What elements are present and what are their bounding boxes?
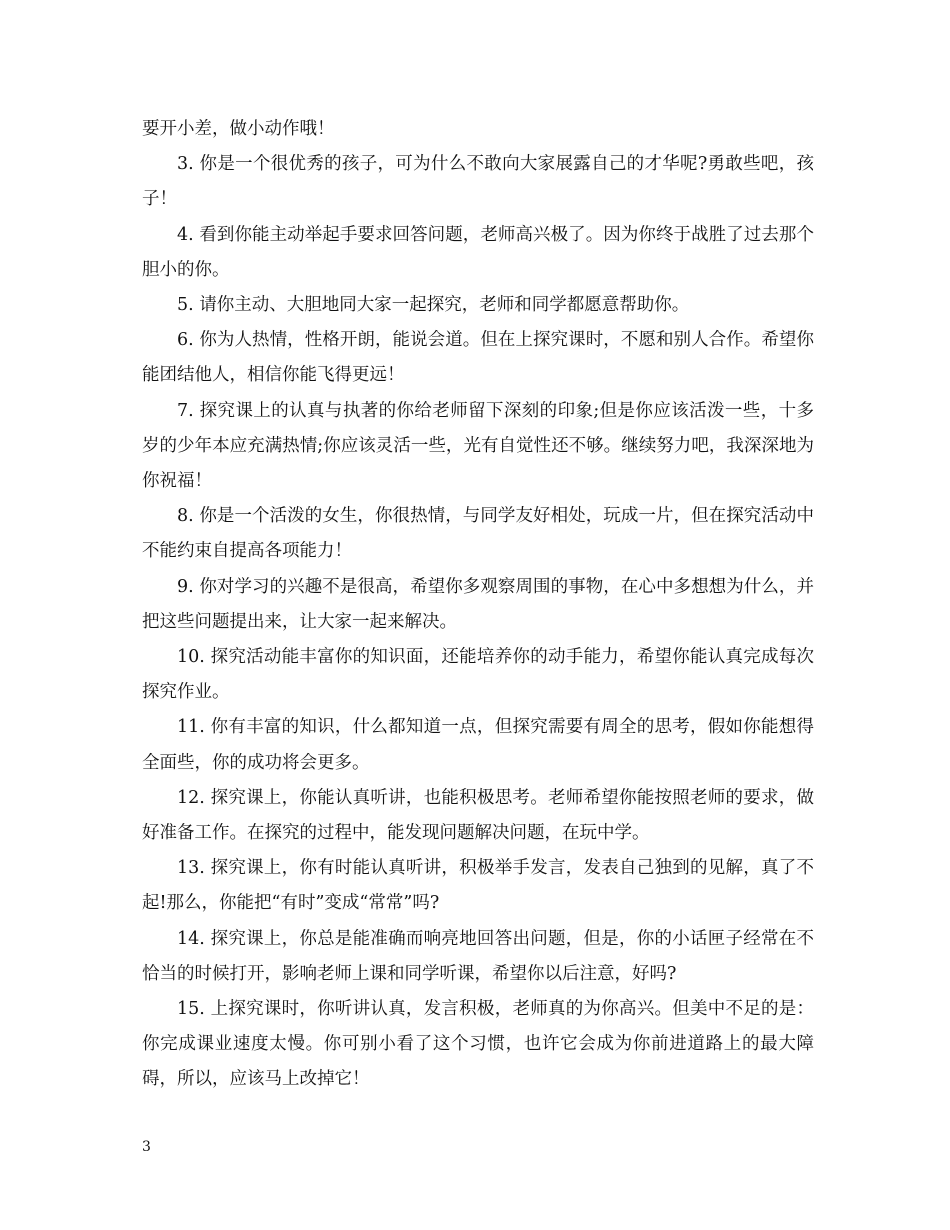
paragraph-item-13: 13. 探究课上，你有时能认真听讲，积极举手发言，发表自己独到的见解，真了不起!那么，你能把“有时”变成“常常”吗? — [142, 858, 814, 914]
page-number: 3 — [142, 1139, 151, 1155]
paragraph-item-11: 11. 你有丰富的知识，什么都知道一点，但探究需要有周全的思考，假如你能想得全面些，你的成功将会更多。 — [142, 717, 814, 773]
paragraph-item-7: 7. 探究课上的认真与执著的你给老师留下深刻的印象;但是你应该活泼一些，十多岁的少年本应充满热情;你应该灵活一些，光有自觉性还不够。继续努力吧，我深深地为你祝福！ — [142, 400, 814, 492]
paragraph-item-4: 4. 看到你能主动举起手要求回答问题，老师高兴极了。因为你终于战胜了过去那个胆小的你。 — [142, 224, 814, 280]
paragraph-item-3: 3. 你是一个很优秀的孩子，可为什么不敢向大家展露自己的才华呢?勇敢些吧，孩子！ — [142, 154, 814, 210]
paragraph-item-12: 12. 探究课上，你能认真听讲，也能积极思考。老师希望你能按照老师的要求，做好准备工作。在探究的过程中，能发现问题解决问题，在玩中学。 — [142, 787, 814, 844]
paragraph-item-5: 5. 请你主动、大胆地同大家一起探究，老师和同学都愿意帮助你。 — [177, 295, 690, 316]
document-body — [142, 112, 814, 1098]
paragraph-item-14: 14. 探究课上，你总是能准确而响亮地回答出问题，但是，你的小话匣子经常在不恰当的时候打开，影响老师上课和同学听课，希望你以后注意，好吗? — [142, 928, 814, 984]
paragraph-item-8: 8. 你是一个活泼的女生，你很热情，与同学友好相处，玩成一片，但在探究活动中不能约束自提高各项能力！ — [142, 506, 814, 562]
paragraph-item-6: 6. 你为人热情，性格开朗，能说会道。但在上探究课时，不愿和别人合作。希望你能团结他人，相信你能飞得更远！ — [142, 330, 814, 386]
paragraph-item-9: 9. 你对学习的兴趣不是很高，希望你多观察周围的事物，在心中多想想为什么，并把这些问题提出来，让大家一起来解决。 — [142, 576, 814, 632]
paragraph-item-15: 15. 上探究课时，你听讲认真，发言积极，老师真的为你高兴。但美中不足的是：你完成课业速度太慢。你可别小看了这个习惯，也许它会成为你前进道路上的最大障碍，所以，应该马上改掉它！ — [142, 999, 814, 1090]
paragraph-item-10: 10. 探究活动能丰富你的知识面，还能培养你的动手能力，希望你能认真完成每次探究作业。 — [142, 647, 814, 703]
paragraph-continued: 要开小差，做小动作哦！ — [142, 119, 335, 139]
